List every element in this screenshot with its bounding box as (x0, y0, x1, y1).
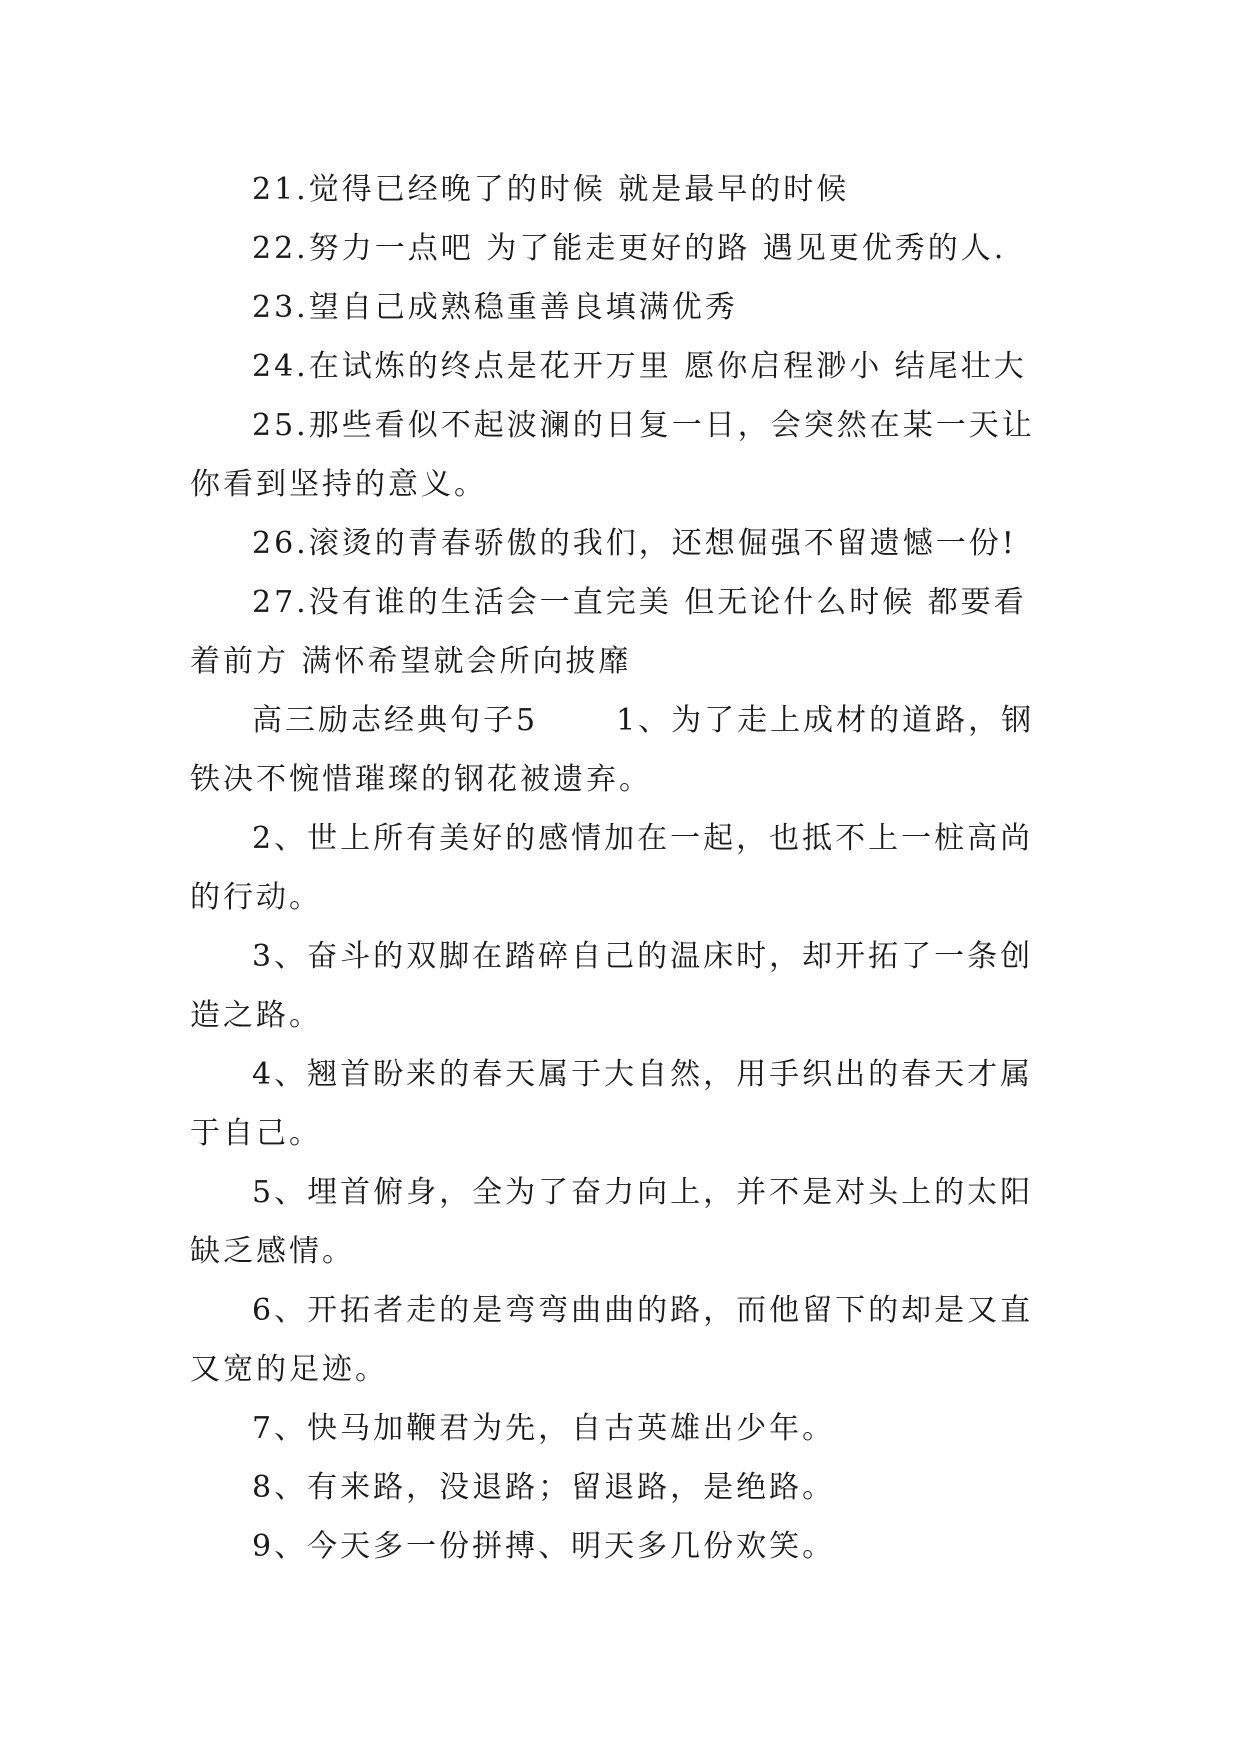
list-item: 2、世上所有美好的感情加在一起，也抵不上一桩高尚的行动。 (190, 821, 1034, 915)
document-body (190, 160, 1046, 1576)
list-item: 6、开拓者走的是弯弯曲曲的路，而他留下的却是又直又宽的足迹。 (190, 1293, 1034, 1387)
paragraph: 27.没有谁的生活会一直完美 但无论什么时候 都要看着前方 满怀希望就会所向披靡 (190, 585, 1027, 679)
list-item: 8、有来路，没退路；留退路，是绝路。 (252, 1470, 836, 1505)
paragraph: 26.滚烫的青春骄傲的我们，还想倔强不留遗憾一份! (252, 526, 1017, 561)
list-item: 5、埋首俯身，全为了奋力向上，并不是对头上的太阳缺乏感情。 (190, 1175, 1034, 1269)
section-paragraph (190, 691, 1046, 809)
list-item: 3、奋斗的双脚在踏碎自己的温床时，却开拓了一条创造之路。 (190, 939, 1034, 1033)
section-heading: 高三励志经典句子5 (252, 703, 539, 738)
paragraph: 25.那些看似不起波澜的日复一日，会突然在某一天让你看到坚持的意义。 (190, 408, 1035, 502)
paragraph: 21.觉得已经晚了的时候 就是最早的时候 (252, 172, 850, 207)
list-item: 9、今天多一份拼搏、明天多几份欢笑。 (252, 1529, 836, 1564)
section-first-item: 1、为了走上成材的道路，钢铁决不惋惜璀璨的钢花被遗弃。 (190, 703, 1035, 797)
paragraph: 24.在试炼的终点是花开万里 愿你启程渺小 结尾壮大 (252, 349, 1027, 384)
list-item: 7、快马加鞭君为先，自古英雄出少年。 (252, 1411, 836, 1446)
paragraph: 23.望自己成熟稳重善良填满优秀 (252, 290, 738, 325)
list-item: 4、翘首盼来的春天属于大自然，用手织出的春天才属于自己。 (190, 1057, 1034, 1151)
paragraph: 22.努力一点吧 为了能走更好的路 遇见更优秀的人. (252, 231, 1007, 266)
